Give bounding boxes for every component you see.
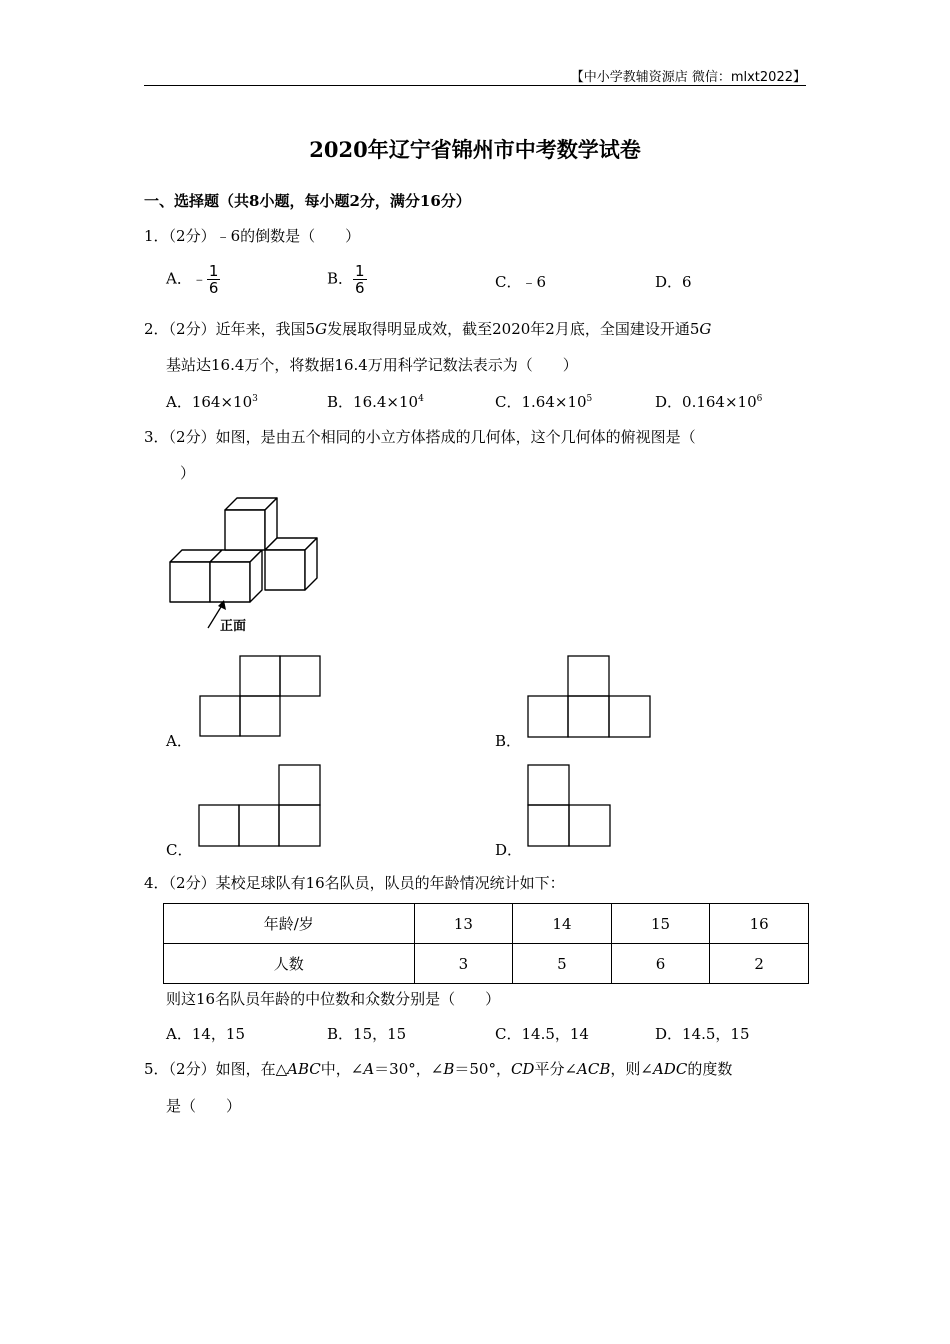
q4-stem: 4．（2分）某校足球队有16名队员，队员的年龄情况统计如下：: [144, 874, 565, 892]
q2-option-c: [495, 391, 592, 412]
q1-a-label: A．: [166, 269, 192, 288]
q4-age-table: [163, 903, 809, 984]
q2-d-base: D．0.164×10: [655, 393, 757, 411]
header-divider: [144, 85, 806, 86]
q1-option-a: [166, 263, 220, 296]
q5-a: A: [363, 1060, 375, 1078]
table-cell: 14: [513, 904, 612, 944]
q3-option-c-label: C．: [166, 841, 193, 859]
table-cell: 3: [414, 944, 513, 984]
table-cell: 15: [611, 904, 710, 944]
q5-text-1: 5．（2分）如图，在△: [144, 1060, 288, 1078]
cube-upper-front-face: [225, 510, 265, 550]
table-cell: 5: [513, 944, 612, 984]
table-row: [164, 904, 809, 944]
table-cell: 16: [710, 904, 809, 944]
q2-a-base: A．164×10: [166, 393, 253, 411]
q1-a-sign: ﹣: [191, 269, 207, 288]
q2-g-1: G: [315, 320, 328, 338]
q2-b-base: B．16.4×10: [327, 393, 419, 411]
q2-c-exponent: 5: [586, 394, 593, 404]
q5-text-5: 平分∠: [534, 1060, 578, 1078]
q5-b: B: [443, 1060, 455, 1078]
q3-option-b-label: B．: [495, 732, 522, 750]
q1-b-numerator: 1: [355, 262, 365, 280]
q1-b-fraction: [353, 263, 367, 296]
cube-left-front-face: [170, 562, 210, 602]
q2-stem-line1: [144, 318, 711, 339]
q3-stem-line2: ）: [180, 464, 196, 482]
q2-stem-line2: 基站达16.4万个，将数据16.4万用科学记数法表示为（ ）: [166, 356, 578, 374]
q5-text-6: ，则∠: [610, 1060, 653, 1078]
q3-option-d-label: D．: [495, 841, 523, 859]
q1-option-b: [327, 263, 367, 296]
q2-d-exponent: 6: [756, 394, 763, 404]
q1-a-numerator: 1: [208, 262, 219, 280]
q2-g-2: G: [699, 320, 712, 338]
page-title: 2020年辽宁省锦州市中考数学试卷: [309, 137, 641, 162]
table-cell: 2: [710, 944, 809, 984]
table-row: [164, 944, 809, 984]
section-heading: 一、选择题（共8小题，每小题2分，满分16分）: [144, 192, 471, 210]
q4-option-d: D．14.5，15: [655, 1025, 750, 1043]
q5-text-3: ＝30°，∠: [374, 1060, 444, 1078]
q3-front-label: 正面: [220, 619, 247, 634]
cube-back-front-face: [265, 550, 305, 590]
q2-a-exponent: 3: [252, 394, 258, 404]
q1-option-c: C．﹣6: [495, 273, 547, 291]
q3-stem-line1: 3．（2分）如图，是由五个相同的小立方体搭成的几何体，这个几何体的俯视图是（: [144, 428, 696, 446]
q1-a-denominator: 6: [208, 279, 219, 297]
q5-text-2: 中，∠: [320, 1060, 364, 1078]
q1-option-d: D．6: [655, 273, 692, 291]
q2-option-b: [327, 391, 424, 412]
q2-text-1: 2．（2分）近年来，我国5: [144, 320, 316, 338]
q1-a-fraction: [207, 263, 221, 296]
page-header: 【中小学教辅资源店 微信：mlxt2022】: [570, 70, 806, 85]
q4-option-c: C．14.5，14: [495, 1025, 589, 1043]
q3-option-a-label: A．: [166, 732, 192, 750]
q3-option-b-figure: [527, 655, 653, 739]
cube-middle-front-face: [210, 562, 250, 602]
q4-option-a: A．14，15: [166, 1025, 246, 1043]
q5-stem-line1: [144, 1058, 732, 1079]
q3-cube-figure: [160, 492, 340, 632]
q2-text-2: 发展取得明显成效，截至2020年2月底，全国建设开通5: [327, 320, 700, 338]
q5-cd: CD: [510, 1060, 535, 1078]
q5-adc: ADC: [652, 1060, 688, 1078]
q3-option-d-figure: [527, 764, 613, 848]
q2-b-exponent: 4: [418, 394, 424, 404]
q3-option-c-figure: [198, 764, 322, 848]
q1-b-label: B．: [327, 269, 354, 288]
q2-option-d: [655, 391, 762, 412]
q5-text-7: 的度数: [687, 1060, 733, 1078]
q2-c-base: C．1.64×10: [495, 393, 587, 411]
q5-abc: ABC: [287, 1060, 321, 1078]
table-cell: 6: [611, 944, 710, 984]
table-cell: 人数: [164, 944, 415, 984]
table-cell: 13: [414, 904, 513, 944]
q1-stem: 1．（2分）﹣6的倒数是（ ）: [144, 227, 361, 245]
q4-option-b: B．15，15: [327, 1025, 407, 1043]
q5-acb: ACB: [577, 1060, 611, 1078]
q3-option-a-figure: [199, 655, 323, 739]
q5-stem-line2: 是（ ）: [166, 1097, 242, 1115]
q5-text-4: ＝50°，: [454, 1060, 511, 1078]
table-cell: 年龄/岁: [164, 904, 415, 944]
q4-question: 则这16名队员年龄的中位数和众数分别是（ ）: [166, 990, 501, 1008]
q2-option-a: [166, 391, 258, 412]
q1-b-denominator: 6: [355, 279, 365, 297]
